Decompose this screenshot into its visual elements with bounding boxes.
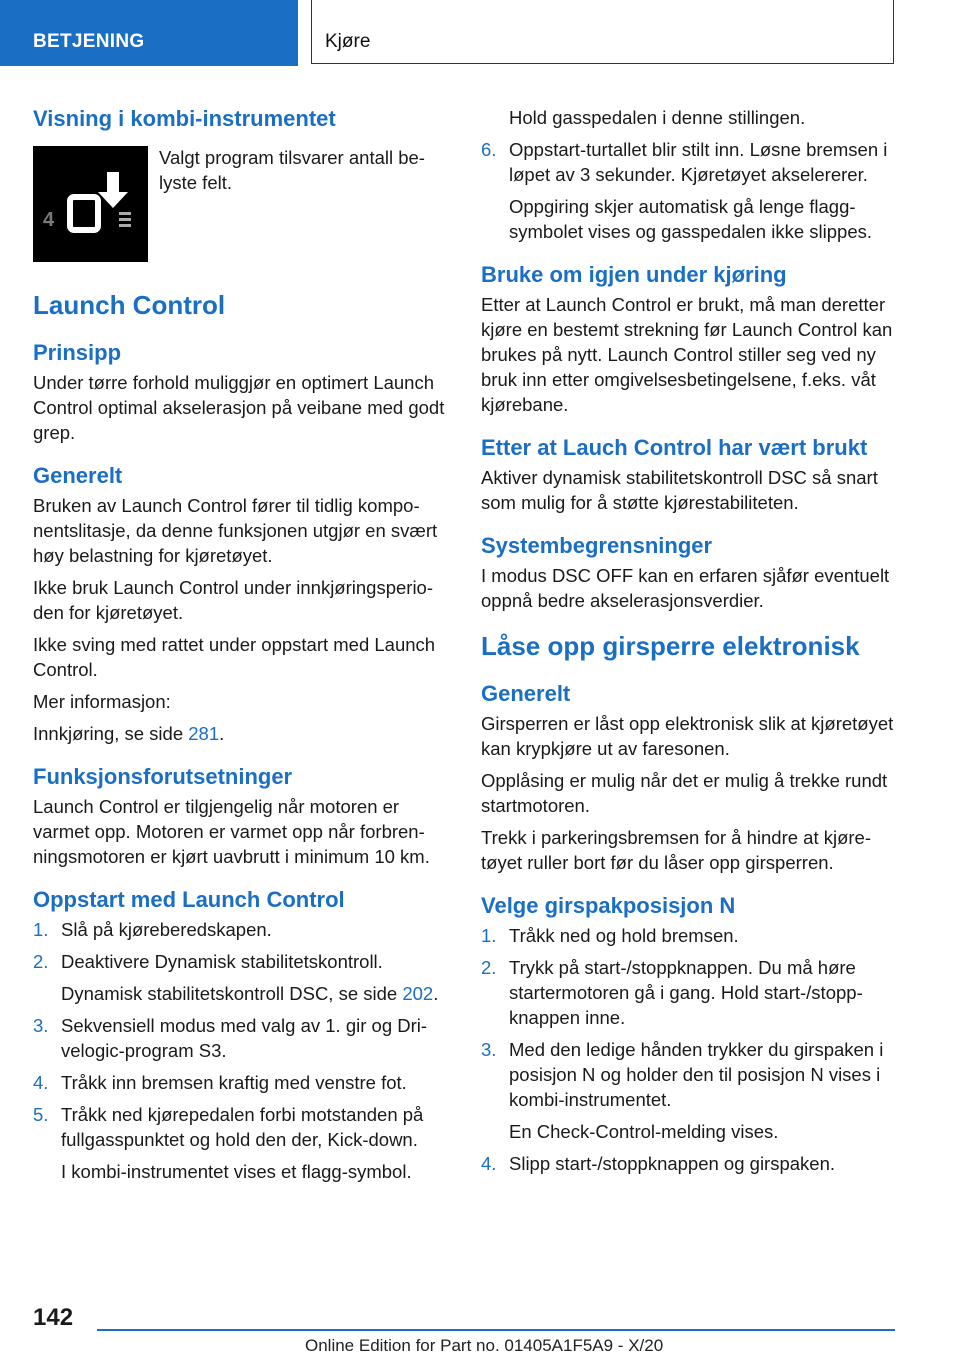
- page-link-202[interactable]: 202: [402, 983, 434, 1004]
- generelt-text-1: Bruken av Launch Control fører til tidlig komponentslitasje, da denne funksjonen utgjør en svært høy belastning for kjøretøyet.: [33, 495, 438, 566]
- list-item: 4. Tråkk inn bremsen kraftig med venstre fot.: [33, 1072, 407, 1093]
- bruke-text: Etter at Launch Control er brukt, må man deretter kjøre en bestemt strekning før Launch Control kan brukes på nytt. Launch Control stiller seg ved ny bruk inn etter omgivelsesbetingelsene, f.eks. våt kjørebane.: [481, 294, 893, 415]
- heading-laase: Låse opp girsperre elektronisk: [481, 631, 860, 661]
- heading-visning: Visning i kombi-instrumentet: [33, 106, 336, 131]
- visning-text-2: lyste felt.: [159, 172, 232, 193]
- g2-text-3: Trekk i parkeringsbremsen for å hindre at kjøretøyet ruller bort før du låser opp girsperren.: [481, 827, 872, 873]
- chapter-title: Kjøre: [325, 31, 371, 52]
- list-item: 4. Slipp start-/stoppknappen og girspaken.: [481, 1153, 836, 1174]
- list-item: 1. Slå på kjøreberedskapen.: [33, 919, 272, 940]
- section-tab: [0, 0, 298, 66]
- footer-divider: [97, 1329, 895, 1331]
- chapter-tab: [311, 0, 894, 64]
- page-link-281[interactable]: 281: [188, 723, 220, 744]
- page-number: 142: [33, 1304, 74, 1331]
- step5-sub: I kombi-instrumentet vises et flagg-symbol.: [61, 1161, 412, 1182]
- svg-text:4: 4: [43, 209, 55, 231]
- list-item: 2. Trykk på start-/stoppknappen. Du må høre startermotoren gå i gang. Hold start-/stoppknappen inne.: [481, 957, 863, 1028]
- right-column: [481, 105, 901, 1176]
- list-item: 3. Sekvensiell modus med valg av 1. gir og Drivelogic-program S3.: [33, 1015, 428, 1061]
- step6-sub: Oppgiring skjer automatisk gå lenge flaggsymbolet vises og gasspedalen ikke slippes.: [509, 196, 872, 242]
- generelt-text-2: Ikke bruk Launch Control under innkjøringsperioden for kjøretøyet.: [33, 577, 434, 623]
- generelt-text-3: Ikke sving med rattet under oppstart med Launch Control.: [33, 634, 436, 680]
- heading-etter: Etter at Lauch Control har vært brukt: [481, 435, 868, 460]
- prinsipp-text: Under tørre forhold muliggjør en optimert Launch Control optimal akselerasjon på veibane med godt grep.: [33, 372, 445, 443]
- generelt-text-4: Mer informasjon:: [33, 691, 171, 712]
- list-item: 6. Oppstart-turtallet blir stilt inn. Løsne bremsen i løpet av 3 sekunder. Kjøretøyet akselererer.: [481, 139, 888, 185]
- visning-text-1: Valgt program tilsvarer antall be-: [159, 147, 425, 168]
- heading-funksjonsforutsetninger: Funksjonsforutsetninger: [33, 764, 293, 789]
- heading-bruke: Bruke om igjen under kjøring: [481, 262, 787, 287]
- left-column: [33, 100, 453, 1182]
- list-item: 3. Med den ledige hånden trykker du girspaken i posisjon N og holder den til posisjon N vises i kombi-instrumentet.: [481, 1039, 884, 1110]
- drive-mode-icon: [33, 146, 148, 262]
- step3-sub: En Check-Control-melding vises.: [509, 1121, 779, 1142]
- etter-text: Aktiver dynamisk stabilitetskontroll DSC så snart som mulig for å støtte kjørestabiliteten.: [481, 467, 878, 513]
- funk-text: Launch Control er tilgjengelig når motoren er varmet opp. Motoren er varmet opp når forbrenningsmotoren er kjørt uavbrutt i minimum 10 km.: [33, 796, 430, 867]
- system-text: I modus DSC OFF kan en erfaren sjåfør eventuelt oppnå bedre akselerasjonsverdier.: [481, 565, 890, 611]
- heading-prinsipp: Prinsipp: [33, 340, 122, 365]
- heading-system: Systembegrensninger: [481, 533, 713, 558]
- generelt-text-5: [33, 721, 453, 746]
- heading-velge: Velge girspakposisjon N: [481, 893, 736, 918]
- section-title: BETJENING: [33, 31, 145, 52]
- g2-text-2: Opplåsing er mulig når det er mulig å trekke rundt startmotoren.: [481, 770, 888, 816]
- heading-oppstart: Oppstart med Launch Control: [33, 887, 345, 912]
- edition-text: Online Edition for Part no. 01405A1F5A9 - X/20: [305, 1336, 664, 1355]
- ref-dot: .: [219, 723, 225, 744]
- step2-sub: Dynamisk stabilitetskontroll DSC, se side 202.: [61, 983, 439, 1004]
- ref-text: Innkjøring, se side: [33, 723, 189, 744]
- heading-generelt-2: Generelt: [481, 681, 571, 706]
- list-item: 2. Deaktivere Dynamisk stabilitetskontroll.: [33, 951, 383, 972]
- list-item: 1. Tråkk ned og hold bremsen.: [481, 925, 739, 946]
- list-item: 5. Tråkk ned kjørepedalen forbi motstanden på fullgasspunktet og hold den der, Kick-down.: [33, 1104, 424, 1150]
- heading-generelt: Generelt: [33, 463, 123, 488]
- heading-launch-control: Launch Control: [33, 290, 226, 320]
- step5-continued: Hold gasspedalen i denne stillingen.: [509, 107, 806, 128]
- g2-text-1: Girsperren er låst opp elektronisk slik at kjøretøyet kan krypkjøre ut av faresonen.: [481, 713, 894, 759]
